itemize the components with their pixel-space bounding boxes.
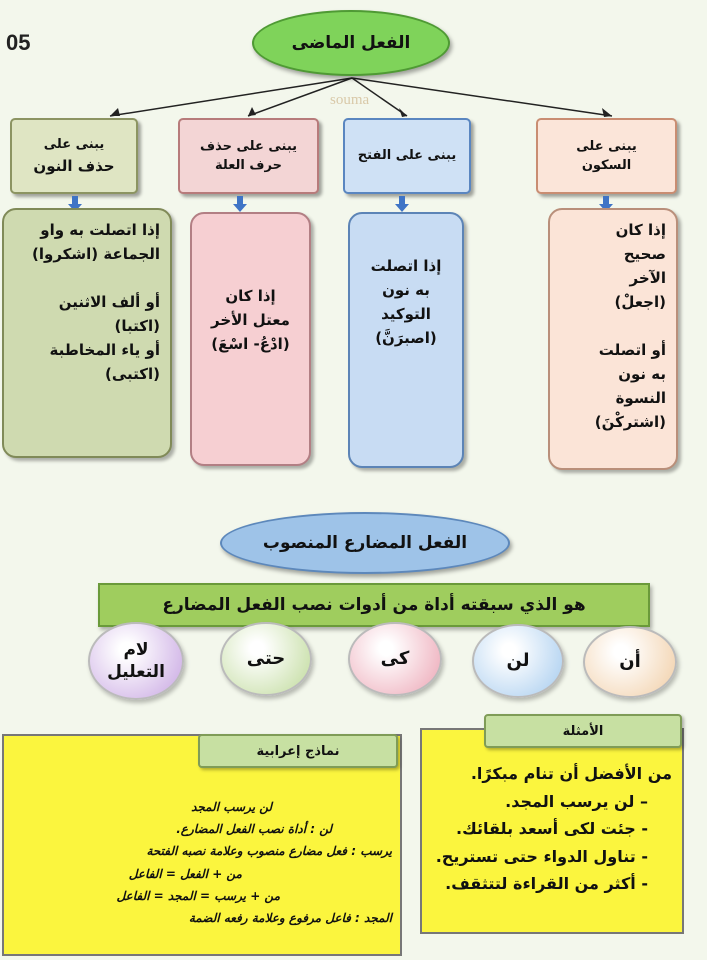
example-item: - جئت لكى أسعد بلقائك.: [456, 819, 648, 839]
category-body-hadhf-nun: [2, 208, 172, 458]
particle-lan: لن: [472, 624, 564, 698]
particle-lam-taalil: [88, 622, 184, 700]
parsing-line: من + الفعل = الفاعل: [128, 866, 242, 881]
example-item: – لن يرسب المجد.: [505, 791, 648, 811]
parsing-line: لن يرسب المجد: [191, 800, 272, 814]
body-line: الآخر: [629, 269, 666, 287]
header-line: يبنى على: [43, 137, 105, 152]
body-line: أو اتصلت: [598, 341, 666, 359]
parsing-line: يرسب : فعل مضارع منصوب وعلامة نصبه الفتحة: [146, 844, 392, 859]
body-line: التوكيد: [381, 305, 431, 323]
body-line: (اشتركْنَ): [594, 413, 666, 431]
body-line: صحيح: [623, 245, 666, 263]
body-line: (اكتبى): [105, 365, 160, 383]
body-line: إذا كان: [615, 221, 666, 239]
header-line: يبنى على الفتح: [357, 148, 457, 164]
body-line: إذا اتصلت: [370, 257, 442, 275]
body-line: به نون: [618, 365, 666, 383]
example-item: من الأفضل أن تنام مبكرًا.: [470, 764, 672, 783]
category-body-hadhf-illa: [190, 212, 311, 466]
category-body-fath: [348, 212, 464, 468]
category-body-sukun: [548, 208, 678, 470]
example-item: - تناول الدواء حتى تستريح.: [435, 846, 648, 866]
page-number: 05: [6, 30, 31, 55]
body-line: الجماعة (اشكروا): [32, 245, 160, 263]
particle-an: أن: [583, 626, 677, 698]
examples-title: الأمثلة: [484, 714, 682, 748]
category-header-sukun: [536, 118, 677, 194]
header-line: يبنى على حذف: [199, 138, 298, 154]
parsing-line: لن : أداة نصب الفعل المضارع.: [176, 822, 332, 837]
body-line: النسوة: [615, 389, 666, 407]
body-line: (اجعلْ): [614, 293, 666, 311]
body-line: إذا كان: [225, 287, 276, 305]
particle-label: لام التعليل: [107, 639, 165, 682]
particle-hatta: حتى: [220, 622, 312, 696]
body-line: (اصبرَنَّ): [375, 329, 437, 347]
body-line: به نون: [382, 281, 430, 299]
body-line: أو ياء المخاطبة: [49, 341, 160, 359]
parsing-models-title: نماذج إعرابية: [198, 734, 398, 768]
body-line: إذا اتصلت به واو: [40, 221, 160, 239]
header-line: حذف النون: [33, 156, 115, 175]
body-line: (اكتبا): [114, 317, 160, 335]
spacer: [14, 266, 160, 290]
particle-kay: كى: [348, 622, 442, 696]
category-header-fath: [343, 118, 471, 194]
body-line: (ادْعُ- اسْعَ): [211, 335, 290, 353]
example-item: - أكثر من القراءة لتتثقف.: [445, 874, 648, 894]
examples-box: [420, 728, 684, 934]
header-line: حرف العلة: [215, 158, 282, 173]
parsing-line: من + يرسب = المجد = الفاعل: [116, 888, 280, 903]
body-line: معتل الأخر: [211, 311, 290, 329]
category-header-hadhf-nun: [10, 118, 138, 194]
definition-banner: هو الذي سبقته أداة من أدوات نصب الفعل المضارع: [98, 583, 650, 627]
body-line: أو ألف الاثنين: [58, 293, 160, 311]
category-header-hadhf-illa: [178, 118, 319, 194]
present-subjunctive-title: الفعل المضارع المنصوب: [220, 512, 510, 574]
header-line: يبنى على: [576, 138, 637, 154]
header-line: السكون: [581, 158, 632, 173]
down-arrow-icon: [233, 196, 247, 212]
down-arrow-icon: [395, 196, 409, 212]
past-tense-title: الفعل الماضى: [252, 10, 450, 76]
spacer: [560, 314, 666, 338]
watermark: souma: [330, 92, 370, 108]
parsing-line: المجد : فاعل مرفوع وعلامة رفعه الضمة: [188, 910, 392, 925]
